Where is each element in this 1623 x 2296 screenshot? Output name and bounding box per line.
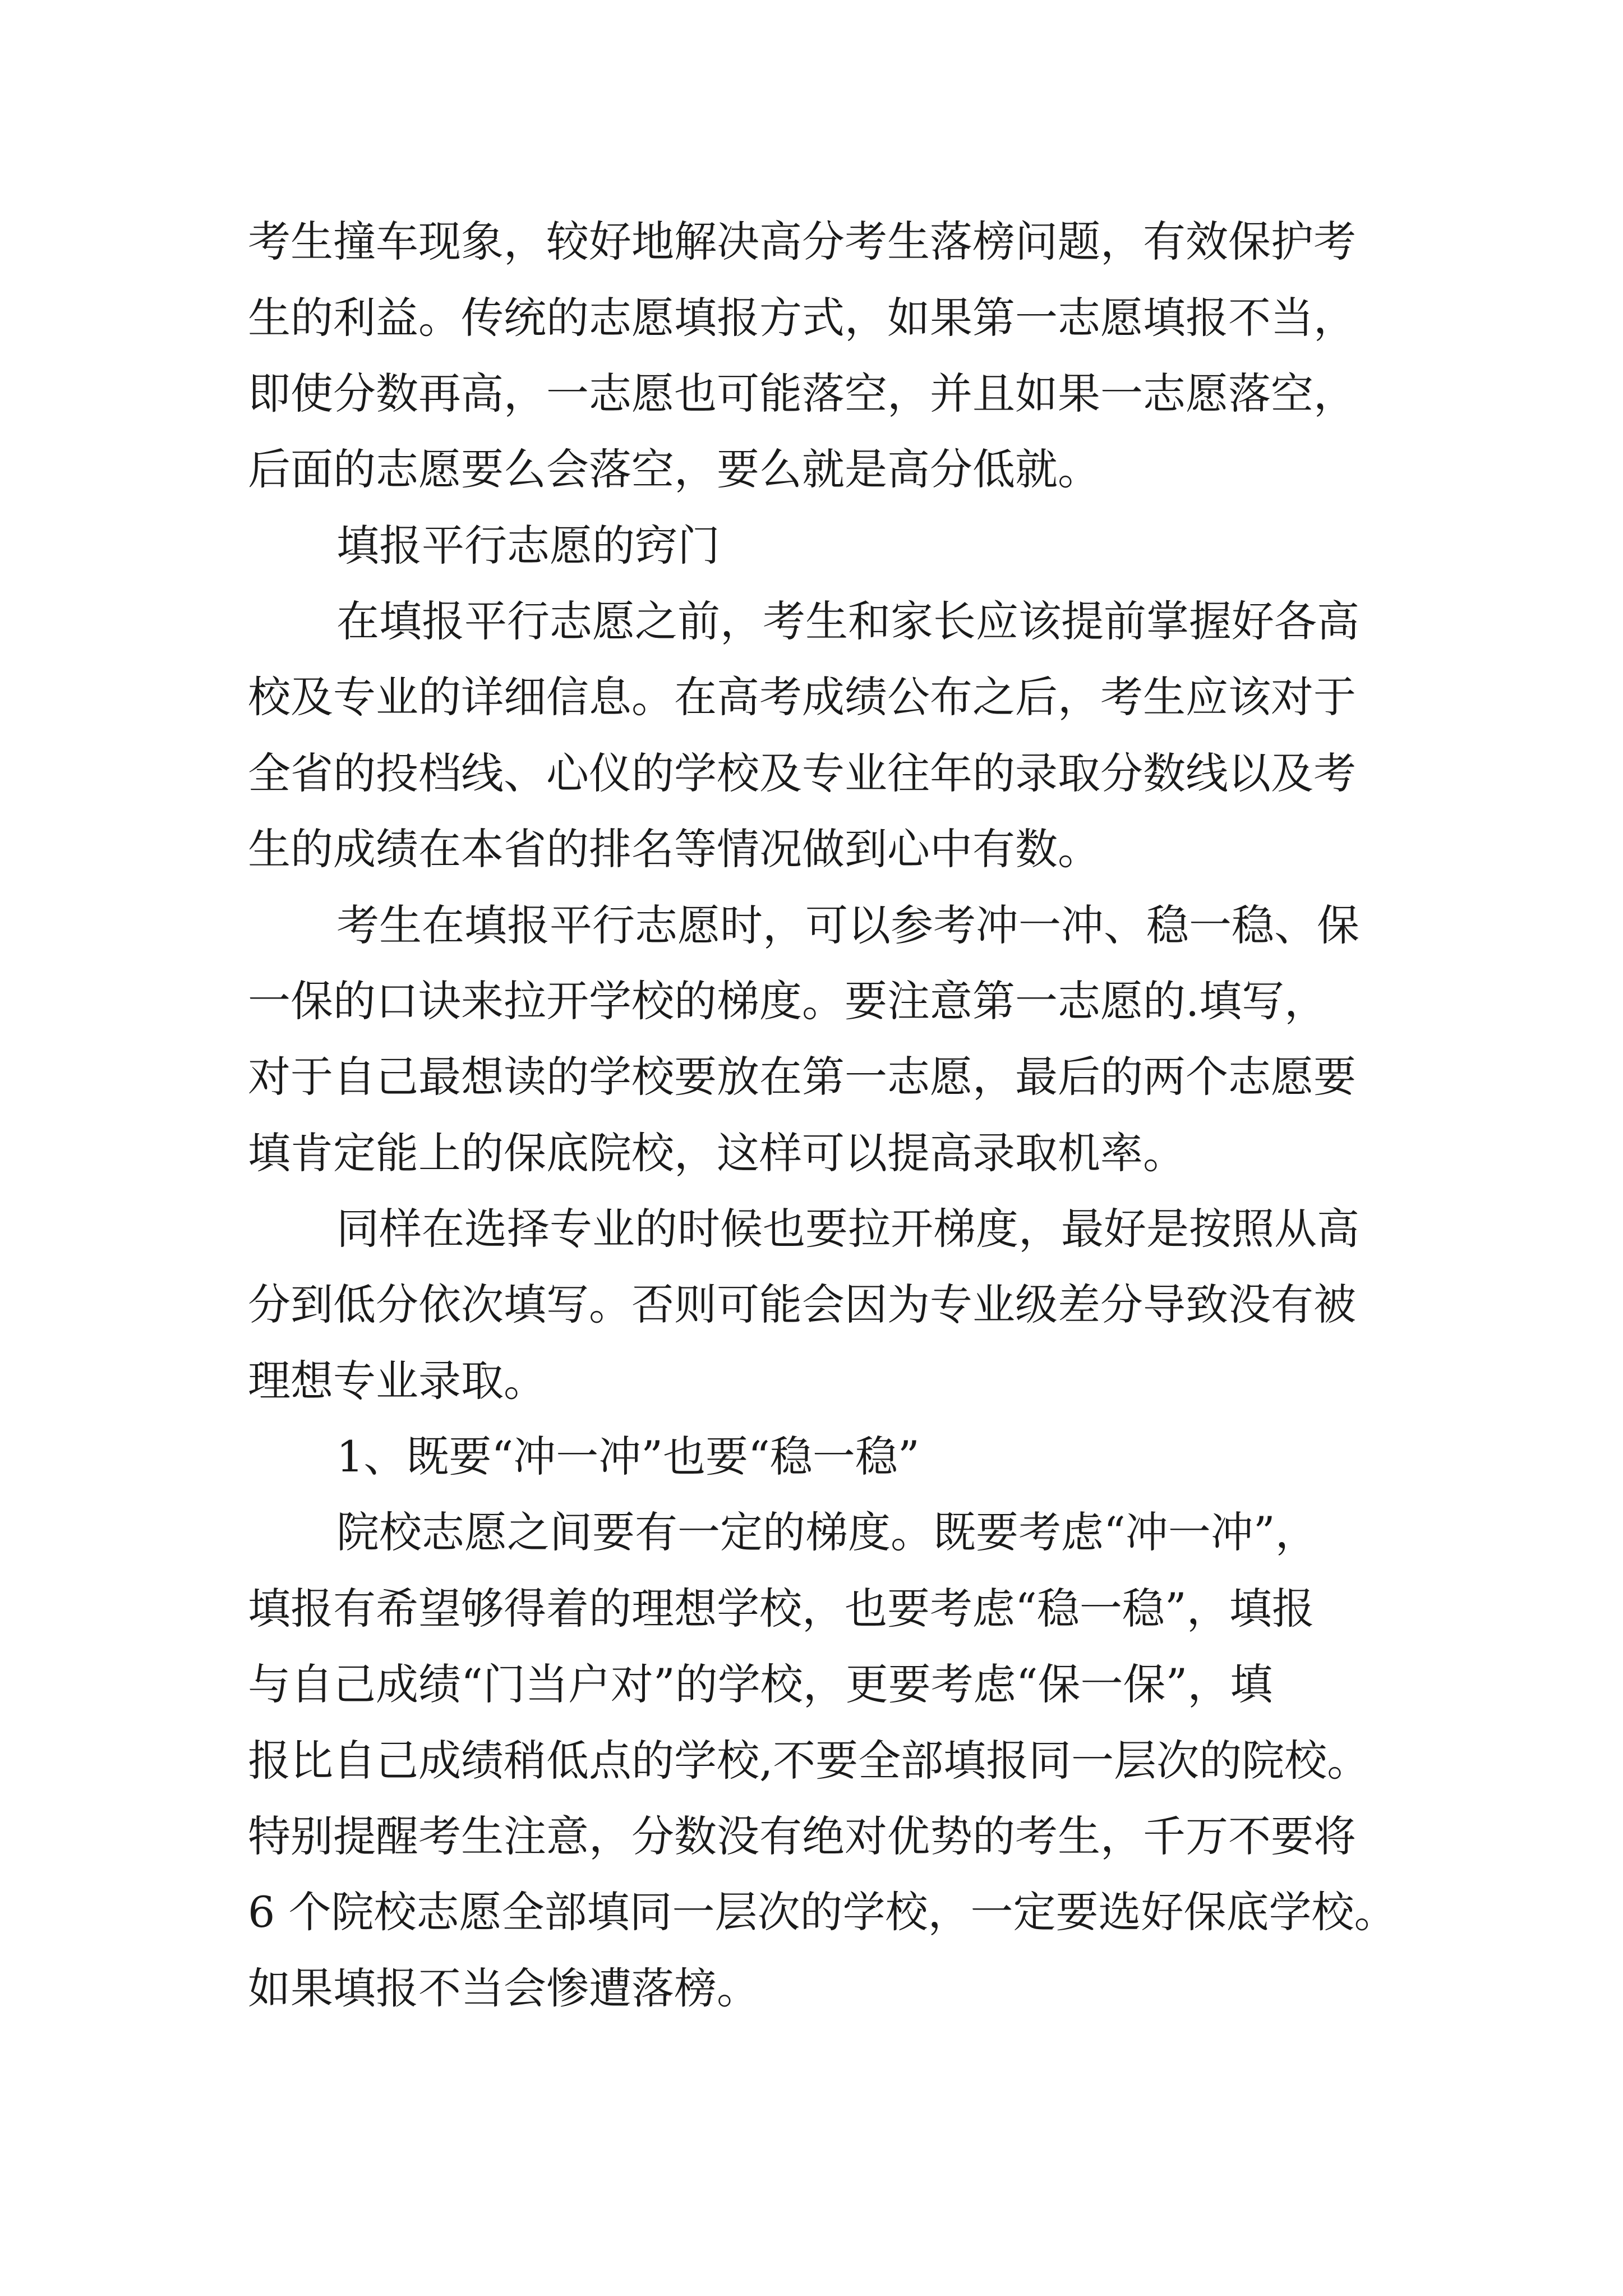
text-line: 与自己成绩“门当户对”的学校，更要考虑“保一保”，填 (248, 1659, 1273, 1709)
text-line: 考生撞车现象，较好地解决高分考生落榜问题，有效保护考 (248, 217, 1356, 266)
text-line: 对于自己最想读的学校要放在第一志愿，最后的两个志愿要 (248, 1052, 1356, 1102)
text-line: 分到低分依次填写。否则可能会因为专业级差分导致没有被 (248, 1280, 1356, 1329)
text-line: 生的利益。传统的志愿填报方式，如果第一志愿填报不当， (248, 293, 1356, 343)
text-line: 如果填报不当会惨遭落榜。 (248, 1963, 759, 2013)
text-line: 生的成绩在本省的排名等情况做到心中有数。 (248, 824, 1100, 874)
text-line: 报比自己成绩稍低点的学校,不要全部填报同一层次的院校。 (248, 1736, 1370, 1786)
section-heading: 1、既要“冲一冲”也要“稳一稳” (336, 1432, 920, 1481)
text-line: 后面的志愿要么会落空，要么就是高分低就。 (248, 444, 1100, 494)
text-line: 即使分数再高，一志愿也可能落空，并且如果一志愿落空， (248, 369, 1356, 418)
text-line: 考生在填报平行志愿时，可以参考冲一冲、稳一稳、保 (336, 900, 1359, 950)
text-line: 填报有希望够得着的理想学校，也要考虑“稳一稳”，填报 (248, 1584, 1315, 1634)
text-line: 全省的投档线、心仪的学校及专业往年的录取分数线以及考 (248, 748, 1356, 798)
text-line: 一保的口诀来拉开学校的梯度。要注意第一志愿的.填写， (248, 976, 1327, 1026)
text-line: 在填报平行志愿之前，考生和家长应该提前掌握好各高 (336, 596, 1359, 646)
section-heading: 填报平行志愿的窍门 (336, 521, 720, 570)
text-line: 填肯定能上的保底院校，这样可以提高录取机率。 (248, 1128, 1186, 1178)
text-line: 特别提醒考生注意，分数没有绝对优势的考生，千万不要将 (248, 1811, 1356, 1861)
text-line: 校及专业的详细信息。在高考成绩公布之后，考生应该对于 (248, 672, 1356, 722)
text-line: 同样在选择专业的时候也要拉开梯度，最好是按照从高 (336, 1204, 1359, 1254)
text-line: 院校志愿之间要有一定的梯度。既要考虑“冲一冲”， (336, 1507, 1318, 1557)
text-line: 6 个院校志愿全部填同一层次的学校，一定要选好保底学校。 (248, 1887, 1397, 1937)
text-line: 理想专业录取。 (248, 1356, 546, 1406)
